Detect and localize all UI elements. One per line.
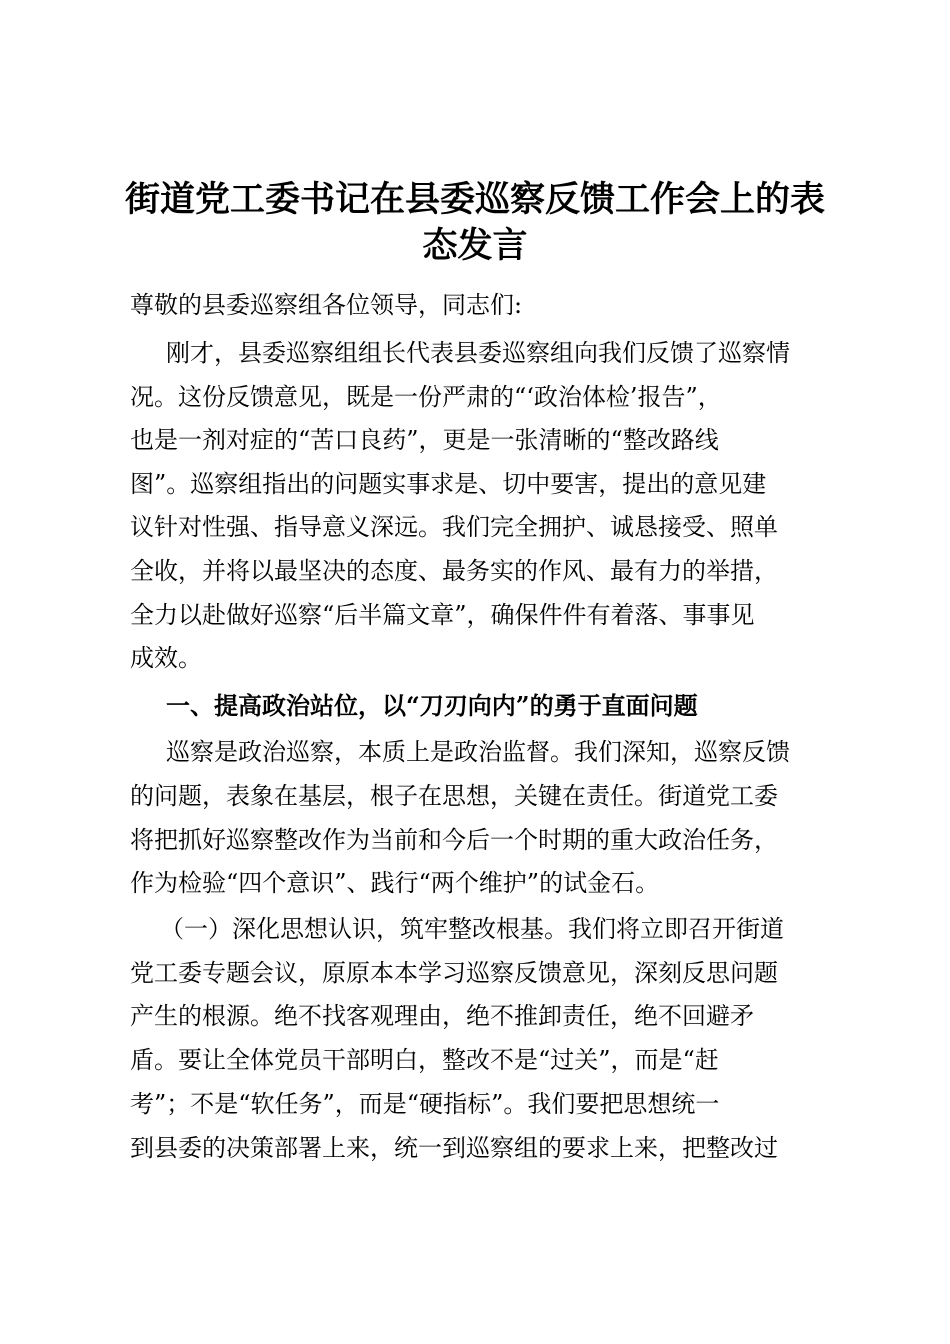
- paragraph-1-line: 全收，并将以最坚决的态度、最务实的作风、最有力的举措，: [130, 557, 778, 585]
- paragraph-1-line: 图”。巡察组指出的问题实事求是、切中要害，提出的意见建: [130, 470, 767, 498]
- document-title-line-2: 态发言: [422, 225, 528, 266]
- paragraph-1-line: 全力以赴做好巡察“后半篇文章”，确保件件有着落、事事见: [130, 601, 755, 629]
- paragraph-3-line: 考”；不是“软任务”，而是“硬指标”。我们要把思想统一: [130, 1090, 720, 1118]
- paragraph-2-line: 巡察是政治巡察，本质上是政治监督。我们深知，巡察反馈: [166, 738, 790, 766]
- paragraph-1-line: 议针对性强、指导意义深远。我们完全拥护、诚恳接受、照单: [130, 513, 778, 541]
- paragraph-3-line: 盾。要让全体党员干部明白，整改不是“过关”，而是“赶: [130, 1046, 719, 1074]
- paragraph-2-line: 的问题，表象在基层，根子在思想，关键在责任。街道党工委: [130, 782, 778, 810]
- document-title-line-1: 街道党工委书记在县委巡察反馈工作会上的表: [124, 179, 825, 220]
- paragraph-3-line: 产生的根源。绝不找客观理由，绝不推卸责任，绝不回避矛: [130, 1002, 754, 1030]
- salutation: 尊敬的县委巡察组各位领导，同志们:: [130, 291, 523, 319]
- paragraph-1-line: 刚才，县委巡察组组长代表县委巡察组向我们反馈了巡察情: [166, 339, 790, 367]
- paragraph-3-line: 到县委的决策部署上来，统一到巡察组的要求上来，把整改过: [130, 1134, 778, 1162]
- section-1-heading: 一、提高政治站位，以“刀刃向内”的勇于直面问题: [166, 691, 698, 720]
- paragraph-1-line: 也是一剂对症的“苦口良药”，更是一张清晰的“整改路线: [130, 426, 719, 454]
- paragraph-1-line: 况。这份反馈意见，既是一份严肃的“‘政治体检’报告”，: [130, 383, 722, 411]
- paragraph-1-line: 成效。: [130, 644, 202, 672]
- paragraph-2-line: 作为检验“四个意识”、践行“两个维护”的试金石。: [130, 869, 660, 897]
- paragraph-3-line: 党工委专题会议，原原本本学习巡察反馈意见，深刻反思问题: [130, 959, 778, 987]
- paragraph-2-line: 将把抓好巡察整改作为当前和今后一个时期的重大政治任务，: [130, 826, 778, 854]
- paragraph-3-line: （一）深化思想认识，筑牢整改根基。我们将立即召开街道: [160, 915, 784, 943]
